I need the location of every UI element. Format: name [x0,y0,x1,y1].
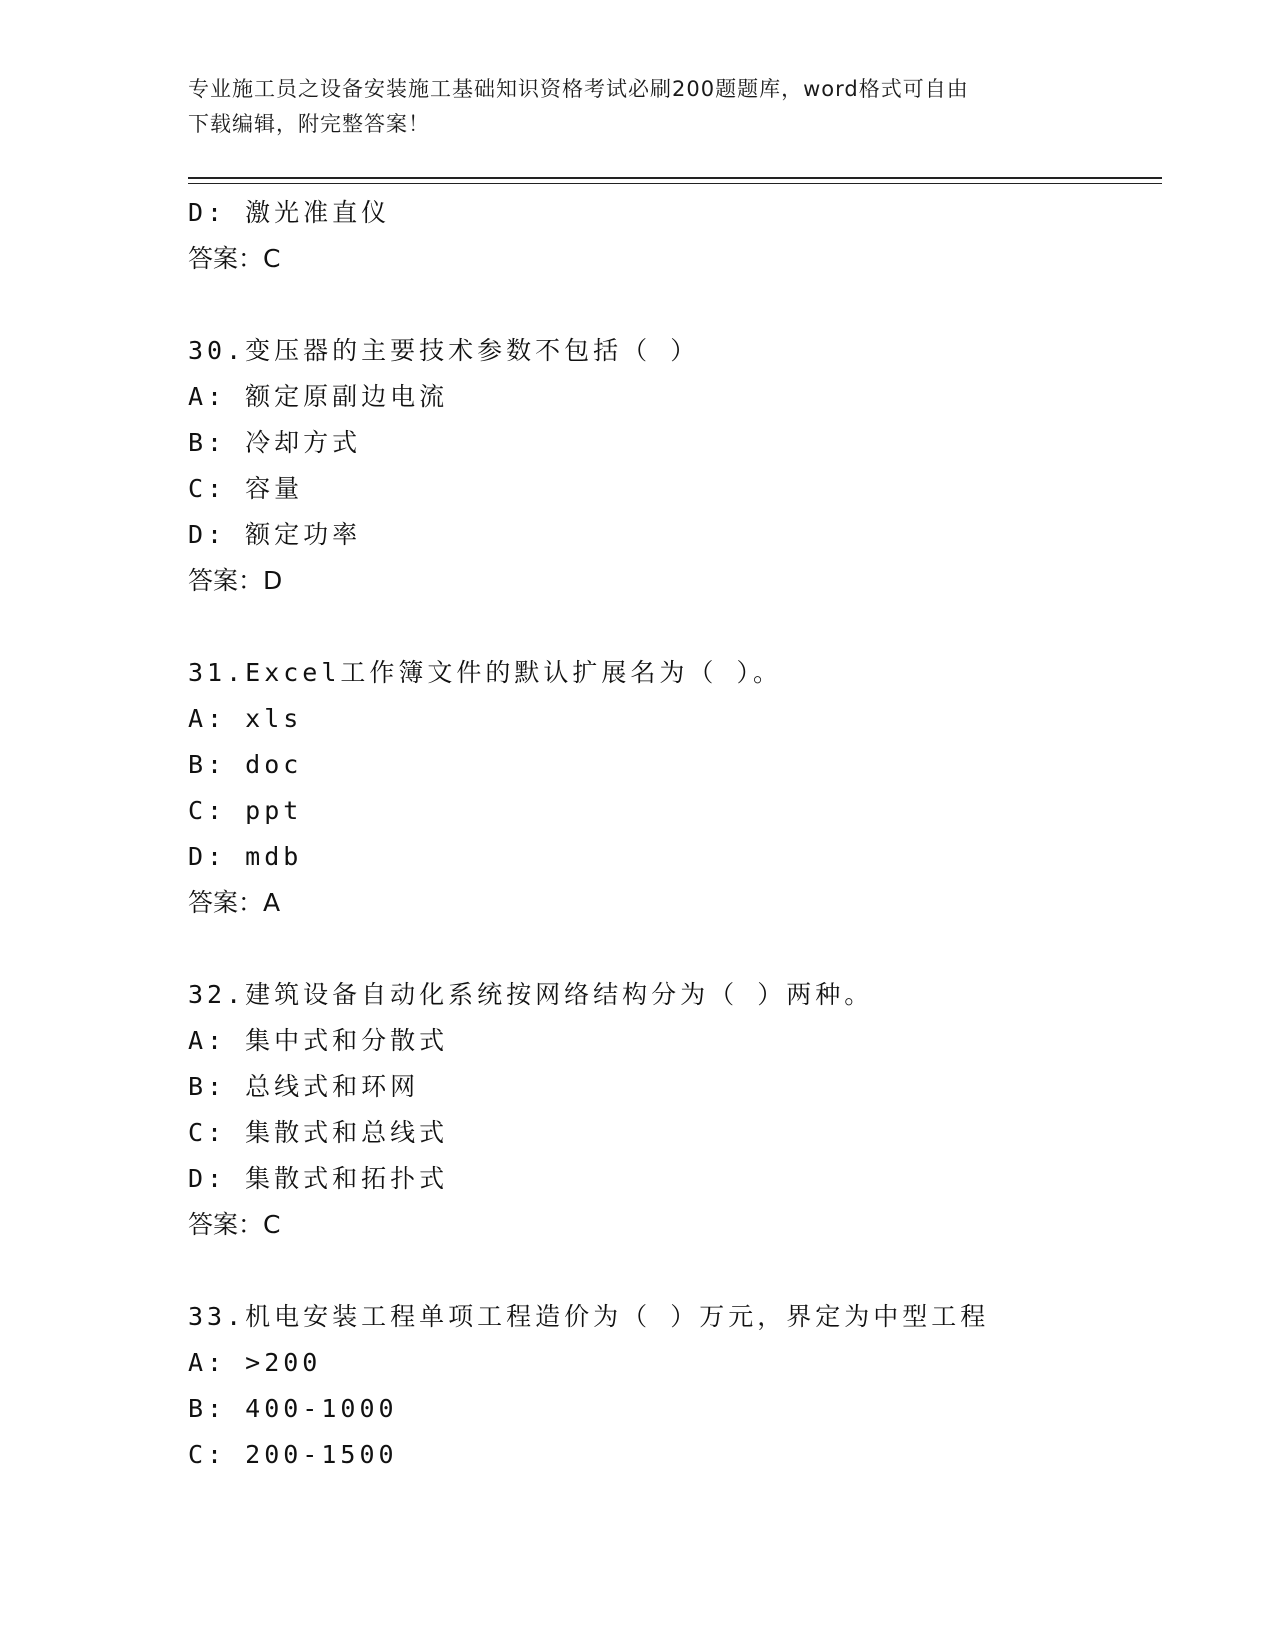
question-32 [188,972,1162,1248]
spacer [188,282,1162,328]
option-b: B: 冷却方式 [188,428,362,457]
option-c: C: 200-1500 [188,1440,398,1469]
option-a: A: 额定原副边电流 [188,382,449,411]
option-d: D: mdb [188,842,303,871]
header-divider-thick [188,177,1162,179]
question-text: 32.建筑设备自动化系统按网络结构分为（ ）两种。 [188,980,874,1009]
answer: 答案：C [188,1210,281,1239]
option-d: D: 额定功率 [188,520,362,549]
spacer [188,1248,1162,1294]
option-c: C: 集散式和总线式 [188,1118,449,1147]
spacer [188,604,1162,650]
option-a: A: >200 [188,1348,322,1377]
previous-option-d: D: 激光准直仪 [188,198,391,227]
header-divider-thin [188,183,1162,184]
previous-answer: 答案：C [188,244,281,273]
document-header [188,72,1088,142]
option-d: D: 集散式和拓扑式 [188,1164,449,1193]
question-list [188,190,1162,1478]
option-b: B: 总线式和环网 [188,1072,420,1101]
option-c: C: ppt [188,796,303,825]
spacer [188,926,1162,972]
question-31 [188,650,1162,926]
document-title-line-2: 下载编辑，附完整答案！ [188,112,430,136]
option-a: A: xls [188,704,303,733]
option-c: C: 容量 [188,474,304,503]
question-33 [188,1294,1162,1478]
document-title-line-1: 专业施工员之设备安装施工基础知识资格考试必刷200题题库，word格式可自由 [188,77,969,101]
option-a: A: 集中式和分散式 [188,1026,449,1055]
answer: 答案：D [188,566,283,595]
question-text: 33.机电安装工程单项工程造价为（ ）万元，界定为中型工程 [188,1302,990,1331]
question-text: 30.变压器的主要技术参数不包括（ ） [188,336,700,365]
question-text: 31.Excel工作簿文件的默认扩展名为（ ）。 [188,658,782,687]
option-b: B: doc [188,750,303,779]
question-30 [188,328,1162,604]
option-b: B: 400-1000 [188,1394,398,1423]
answer: 答案：A [188,888,281,917]
